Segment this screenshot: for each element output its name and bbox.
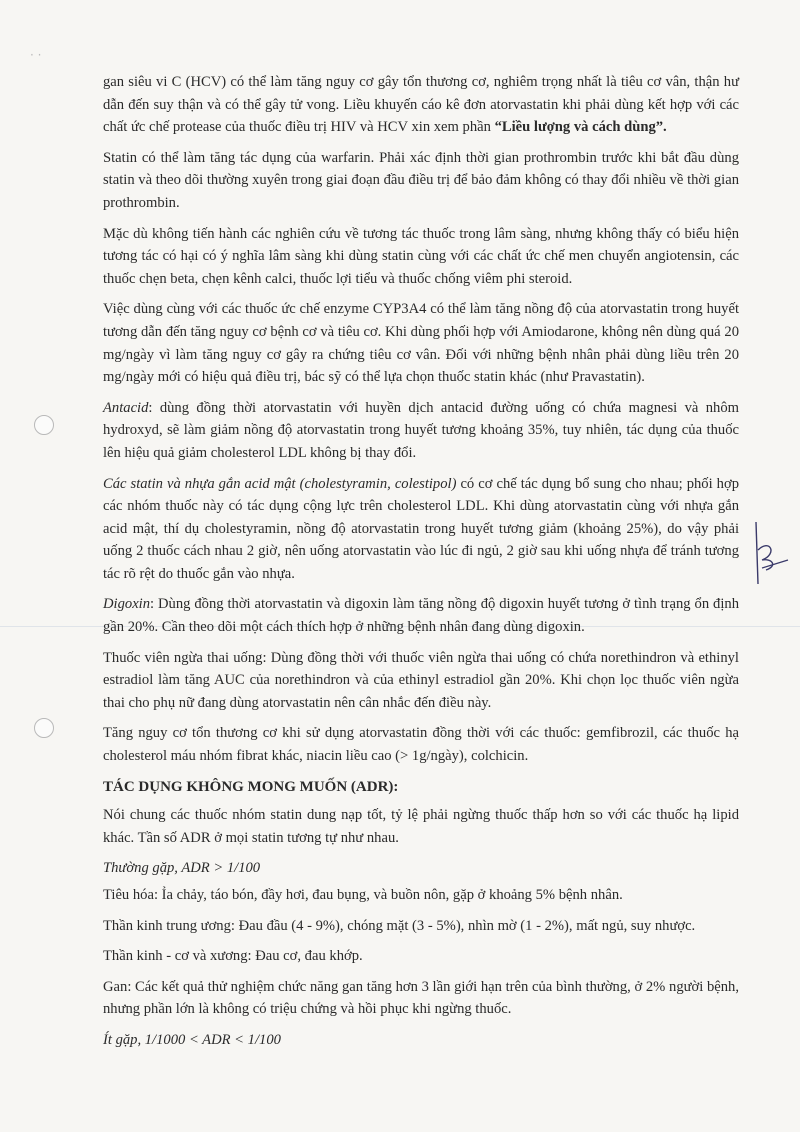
paragraph-antacid — [103, 397, 739, 465]
handwritten-initial — [748, 520, 792, 595]
scan-dot: · · — [30, 48, 42, 62]
paragraph-liver: Gan: Các kết quả thử nghiệm chức năng gan tăng hơn 3 lần giới hạn trên của bình thường, ở 2% người bệnh, nhưng phần lớn là không có triệu chứng và hồi phục khi ngừng thuốc. — [103, 978, 739, 1018]
punch-hole — [34, 718, 54, 738]
paragraph-gi: Tiêu hóa: Ỉa chảy, táo bón, đầy hơi, đau bụng, và buồn nôn, gặp ở khoảng 5% bệnh nhân. — [103, 887, 623, 903]
document-body — [103, 71, 739, 1060]
text-antacid: : dùng đồng thời atorvastatin với huyền dịch antacid đường uống có chứa magnesi và nhôm hydroxyd, sẽ làm giảm nồng độ atorvastatin trong huyết tương khoảng 35%, tuy nhiên, tác dụng của thuốc lên hiệu quả giảm cholesterol LDL không bị thay đổi. — [103, 399, 739, 461]
term-antacid: Antacid — [103, 399, 149, 416]
paragraph-cns: Thần kinh trung ương: Đau đầu (4 - 9%), chóng mặt (3 - 5%), nhìn mờ (1 - 2%), mất ngủ, suy nhược. — [103, 917, 696, 934]
paragraph-statin-resin — [103, 473, 739, 586]
paragraph-warfarin: Statin có thể làm tăng tác dụng của warfarin. Phải xác định thời gian prothrombin trước khi bắt đầu dùng statin và theo dõi thường xuyên trong giai đoạn đầu điều trị để bảo đảm không có thay đổi nhiều về thời gian prothrombin. — [103, 149, 739, 211]
paragraph-contraceptive: Thuốc viên ngừa thai uống: Dùng đồng thời với thuốc viên ngừa thai uống có chứa norethindron và ethinyl estradiol làm tăng AUC của norethindron và của ethinyl estradiol gần 20%. Khi chọn lọc thuốc viên ngừa thai cho phụ nữ đang dùng atorvastatin nên cân nhắc đến điều này. — [103, 649, 739, 711]
paragraph-cyp3a4: Việc dùng cùng với các thuốc ức chế enzyme CYP3A4 có thể làm tăng nồng độ của atorvastatin trong huyết tương dẫn đến tăng nguy cơ bệnh cơ và tiêu cơ. Khi dùng phối hợp với Amiodarone, không nên dùng quá 20 mg/ngày vì làm tăng nguy cơ gây ra chứng tiêu cơ vân. Đối với những bệnh nhân phải dùng liều trên 20 mg/ngày mới có hiệu quả điều trị, bác sỹ có thể lựa chọn thuốc statin khác (như Pravastatin). — [103, 301, 739, 386]
section-heading-adr: TÁC DỤNG KHÔNG MONG MUỐN (ADR): — [103, 778, 399, 795]
term-digoxin: Digoxin — [103, 596, 151, 613]
paragraph-digoxin — [103, 593, 739, 638]
paragraph-musculoskeletal: Thần kinh - cơ và xương: Đau cơ, đau khớp. — [103, 948, 363, 965]
text-statin-resin: có cơ chế tác dụng bổ sung cho nhau; phối hợp các nhóm thuốc này có tác dụng cộng lực trên cholesterol LDL. Khi dùng atorvastatin cùng với nhựa gắn acid mật, thí dụ cholestyramin, nồng độ atorvastatin trong huyết tương giảm (khoảng 25%), do vậy phải uống 2 thuốc cách nhau 2 giờ, nên uống atorvastatin vào lúc đi ngủ, 2 giờ sau khi uống nhựa để tránh tương tác rõ rệt do thuốc gắn vào nhựa. — [103, 475, 739, 582]
punch-hole — [34, 415, 54, 435]
paragraph-adr-intro: Nói chung các thuốc nhóm statin dung nạp tốt, tỷ lệ phải ngừng thuốc thấp hơn so với các thuốc hạ lipid khác. Tần số ADR ở mọi statin tương tự như nhau. — [103, 807, 739, 846]
paragraph-clinical: Mặc dù không tiến hành các nghiên cứu về tương tác thuốc trong lâm sàng, nhưng không thấy có biểu hiện tương tác có hại có ý nghĩa lâm sàng khi dùng statin cùng với các chất ức chế men chuyển angiotensin, các thuốc chẹn beta, chẹn kênh calci, thuốc lợi tiểu và thuốc chống viêm phi steroid. — [103, 225, 739, 287]
frequency-common: Thường gặp, ADR > 1/100 — [103, 860, 261, 877]
paragraph-hcv — [103, 71, 739, 139]
text-hcv: gan siêu vi C (HCV) có thể làm tăng nguy cơ gây tổn thương cơ, nghiêm trọng nhất là tiêu cơ vân, thận hư dẫn đến suy thận và có thể gây tử vong. Liều khuyến cáo kê đơn atorvastatin khi phải dùng kết hợp với các chất ức chế protease của thuốc điều trị HIV và HCV xin xem phần — [103, 74, 739, 136]
section-reference: “Liều lượng và cách dùng”. — [494, 119, 667, 136]
text-digoxin: : Dùng đồng thời atorvastatin và digoxin làm tăng nồng độ digoxin huyết tương ở tình trạng ổn định gần 20%. Cần theo dõi một cách thích hợp ở những bệnh nhân đang dùng digoxin. — [103, 596, 739, 636]
frequency-uncommon: Ít gặp, 1/1000 < ADR < 1/100 — [103, 1031, 281, 1048]
paragraph-muscle-risk: Tăng nguy cơ tổn thương cơ khi sử dụng atorvastatin đồng thời với các thuốc: gemfibrozil, các thuốc hạ cholesterol máu nhóm fibrat khác, niacin liều cao (> 1g/ngày), colchicin. — [103, 725, 739, 765]
term-statin-resin: Các statin và nhựa gắn acid mật (cholestyramin, colestipol) — [103, 475, 457, 492]
